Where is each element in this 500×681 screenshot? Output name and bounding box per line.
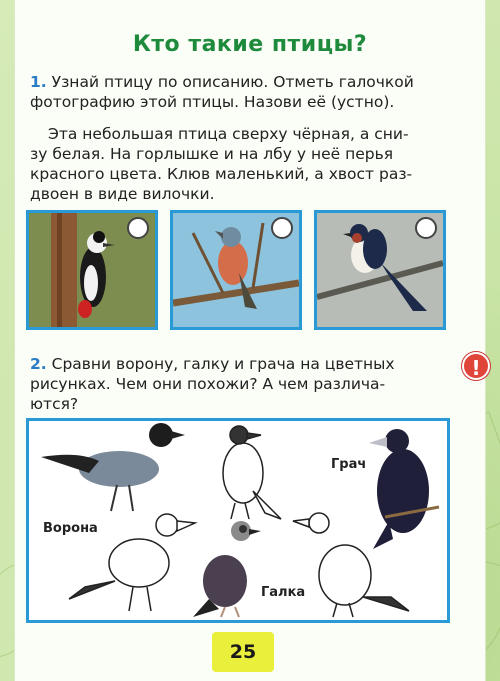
task2-instruction [30,354,470,414]
birds-illustration [26,418,450,623]
woodpecker-photo [26,210,158,330]
task2-line2: рисунках. Чем они похожи? А чем различа- [30,375,386,393]
task2-number: 2. [30,355,47,373]
page-number: 25 [212,632,274,672]
description-line2: зу белая. На горлышке и на лбу у неё перья [30,145,394,163]
task2-line3: ются? [30,395,79,413]
task2-line1: Сравни ворону, галку и грача на цветных [51,355,395,373]
task1-instruction-line1: Узнай птицу по описанию. Отметь галочкой [51,73,414,91]
chaffinch-checkbox[interactable] [271,217,293,239]
task1-description [30,124,470,204]
jackdaw-label: Галка [261,585,306,600]
task1-instruction-line2: фотографию этой птицы. Назови её (устно). [30,93,395,111]
rook-label: Грач [331,457,367,472]
task1-instruction [30,72,470,112]
alert-icon: ! [462,352,490,380]
page-title: Кто такие птицы? [132,32,368,57]
swallow-checkbox[interactable] [415,217,437,239]
description-line1: Эта небольшая птица сверху чёрная, а сни- [48,125,409,143]
description-line3: красного цвета. Клюв маленький, а хвост раз- [30,165,413,183]
woodpecker-checkbox[interactable] [127,217,149,239]
rook-color-icon [369,429,439,549]
crow-label: Ворона [43,521,98,536]
swallow-photo [314,210,446,330]
hooded-crow-color-icon [41,423,185,511]
jackdaw-color-icon [193,521,261,617]
description-line4: двоен в виде вилочки. [30,185,215,203]
jackdaw-outline-icon [223,426,281,519]
task1-number: 1. [30,73,47,91]
chaffinch-photo [170,210,302,330]
